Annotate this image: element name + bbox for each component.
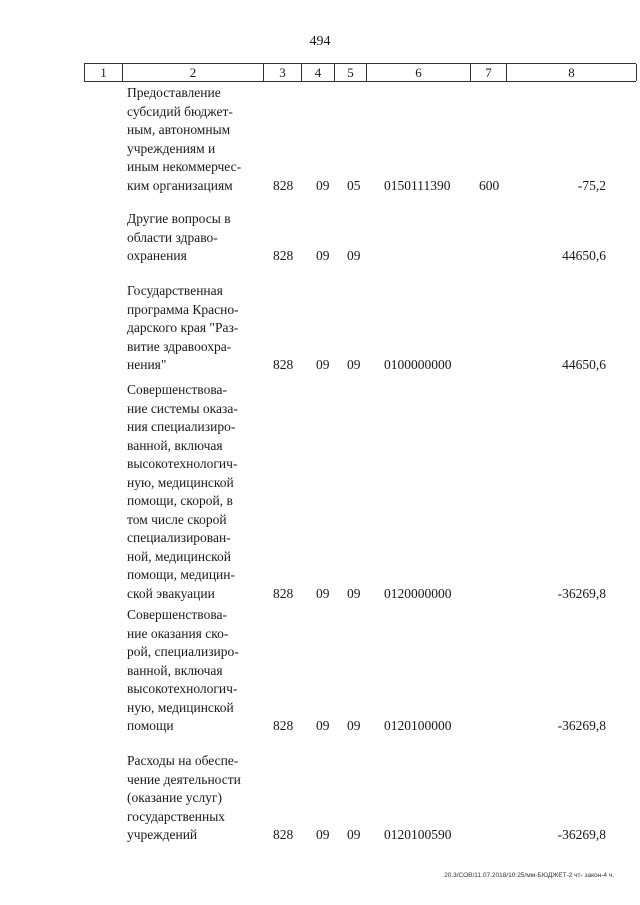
description-line: ванной, включая [127,662,223,678]
header-col-8: 8 [507,64,637,81]
row-description [127,84,257,195]
row-col-5: 09 [347,357,361,372]
description-line: ным, автономным [127,122,231,137]
description-line: Государственная [127,283,223,298]
row-col-8: 44650,6 [562,357,606,372]
row-col-3: 828 [273,827,294,842]
description-line: ние системы оказа- [127,400,238,416]
description-line: ния специализиро- [127,419,236,434]
row-col-7: 600 [479,177,500,193]
description-line: чение деятельности [127,771,241,787]
description-line: нения" [127,357,167,372]
description-line: субсидий бюджет- [127,103,233,119]
row-col-8: -36269,8 [557,827,606,842]
row-col-3: 828 [273,177,294,193]
header-col-7: 7 [471,64,507,81]
row-col-4: 09 [316,357,330,372]
row-col-4: 09 [316,248,330,263]
header-col-6: 6 [367,64,471,81]
document-footer: 20.3/СОВ/11.07.2018/10:25/мм-БЮДЖЕТ-2 чт- закон-4 ч. [444,872,614,879]
row-col-4: 09 [316,585,330,601]
row-col-4: 09 [316,177,330,193]
description-line: высокотехнологич- [127,456,238,471]
row-col-8: -36269,8 [557,718,606,733]
description-line: помощи, скорой, в [127,493,233,508]
row-col-5: 09 [347,718,361,733]
header-col-1: 1 [85,64,123,81]
row-col-3: 828 [273,718,294,733]
description-line: охранения [127,248,187,263]
description-line: высокотехнологич- [127,681,238,696]
row-col-8: -36269,8 [557,585,606,601]
description-line: дарского края "Раз- [127,320,239,335]
description-line: ную, медицинской [127,474,234,490]
row-description [127,210,257,266]
row-col-3: 828 [273,248,294,263]
row-col-4: 09 [316,718,330,733]
header-col-5: 5 [335,64,367,81]
description-line: Расходы на обеспе- [127,753,239,768]
description-line: области здраво- [127,229,218,245]
row-description [127,606,257,736]
description-line: иным некоммерчес- [127,159,242,174]
description-line: Предоставление [127,85,221,100]
table-header-row [84,63,636,82]
description-line: ние оказания ско- [127,625,229,641]
description-line: Совершенствова- [127,607,228,622]
row-col-5: 09 [347,827,361,842]
description-line: витие здравоохра- [127,338,232,354]
description-line: специализирован- [127,530,231,545]
description-line: программа Красно- [127,301,239,317]
row-description [127,282,257,375]
description-line: ную, медицинской [127,699,234,715]
description-line: том числе скорой [127,511,227,527]
row-col-3: 828 [273,357,294,372]
row-col-3: 828 [273,585,294,601]
description-line: государственных [127,808,226,824]
row-description [127,752,257,845]
row-col-4: 09 [316,827,330,842]
row-description [127,381,257,603]
page-number: 494 [309,34,331,49]
header-col-4: 4 [302,64,335,81]
row-col-5: 09 [347,585,361,601]
description-line: (оказание услуг) [127,790,222,805]
header-col-3: 3 [264,64,302,81]
description-line: помощи, медицин- [127,567,235,582]
description-line: помощи [127,718,174,733]
description-line: учреждениям и [127,140,216,156]
description-line: ким организациям [127,177,233,193]
header-col-2: 2 [123,64,264,81]
description-line: Другие вопросы в [127,211,231,226]
description-line: ной, медицинской [127,548,231,564]
row-col-6: 0100000000 [384,357,452,372]
description-line: рой, специализиро- [127,644,239,659]
description-line: учреждений [127,827,198,842]
description-line: ванной, включая [127,437,223,453]
description-line: Совершенствова- [127,382,228,397]
row-col-5: 09 [347,248,361,263]
row-col-5: 05 [347,177,361,193]
row-col-6: 0150111390 [384,177,451,193]
row-col-6: 0120100000 [384,718,452,733]
description-line: ской эвакуации [127,585,215,601]
row-col-8: 44650,6 [562,248,606,263]
row-col-6: 0120100590 [384,827,452,842]
row-col-6: 0120000000 [384,585,452,601]
row-col-8: -75,2 [577,177,606,193]
